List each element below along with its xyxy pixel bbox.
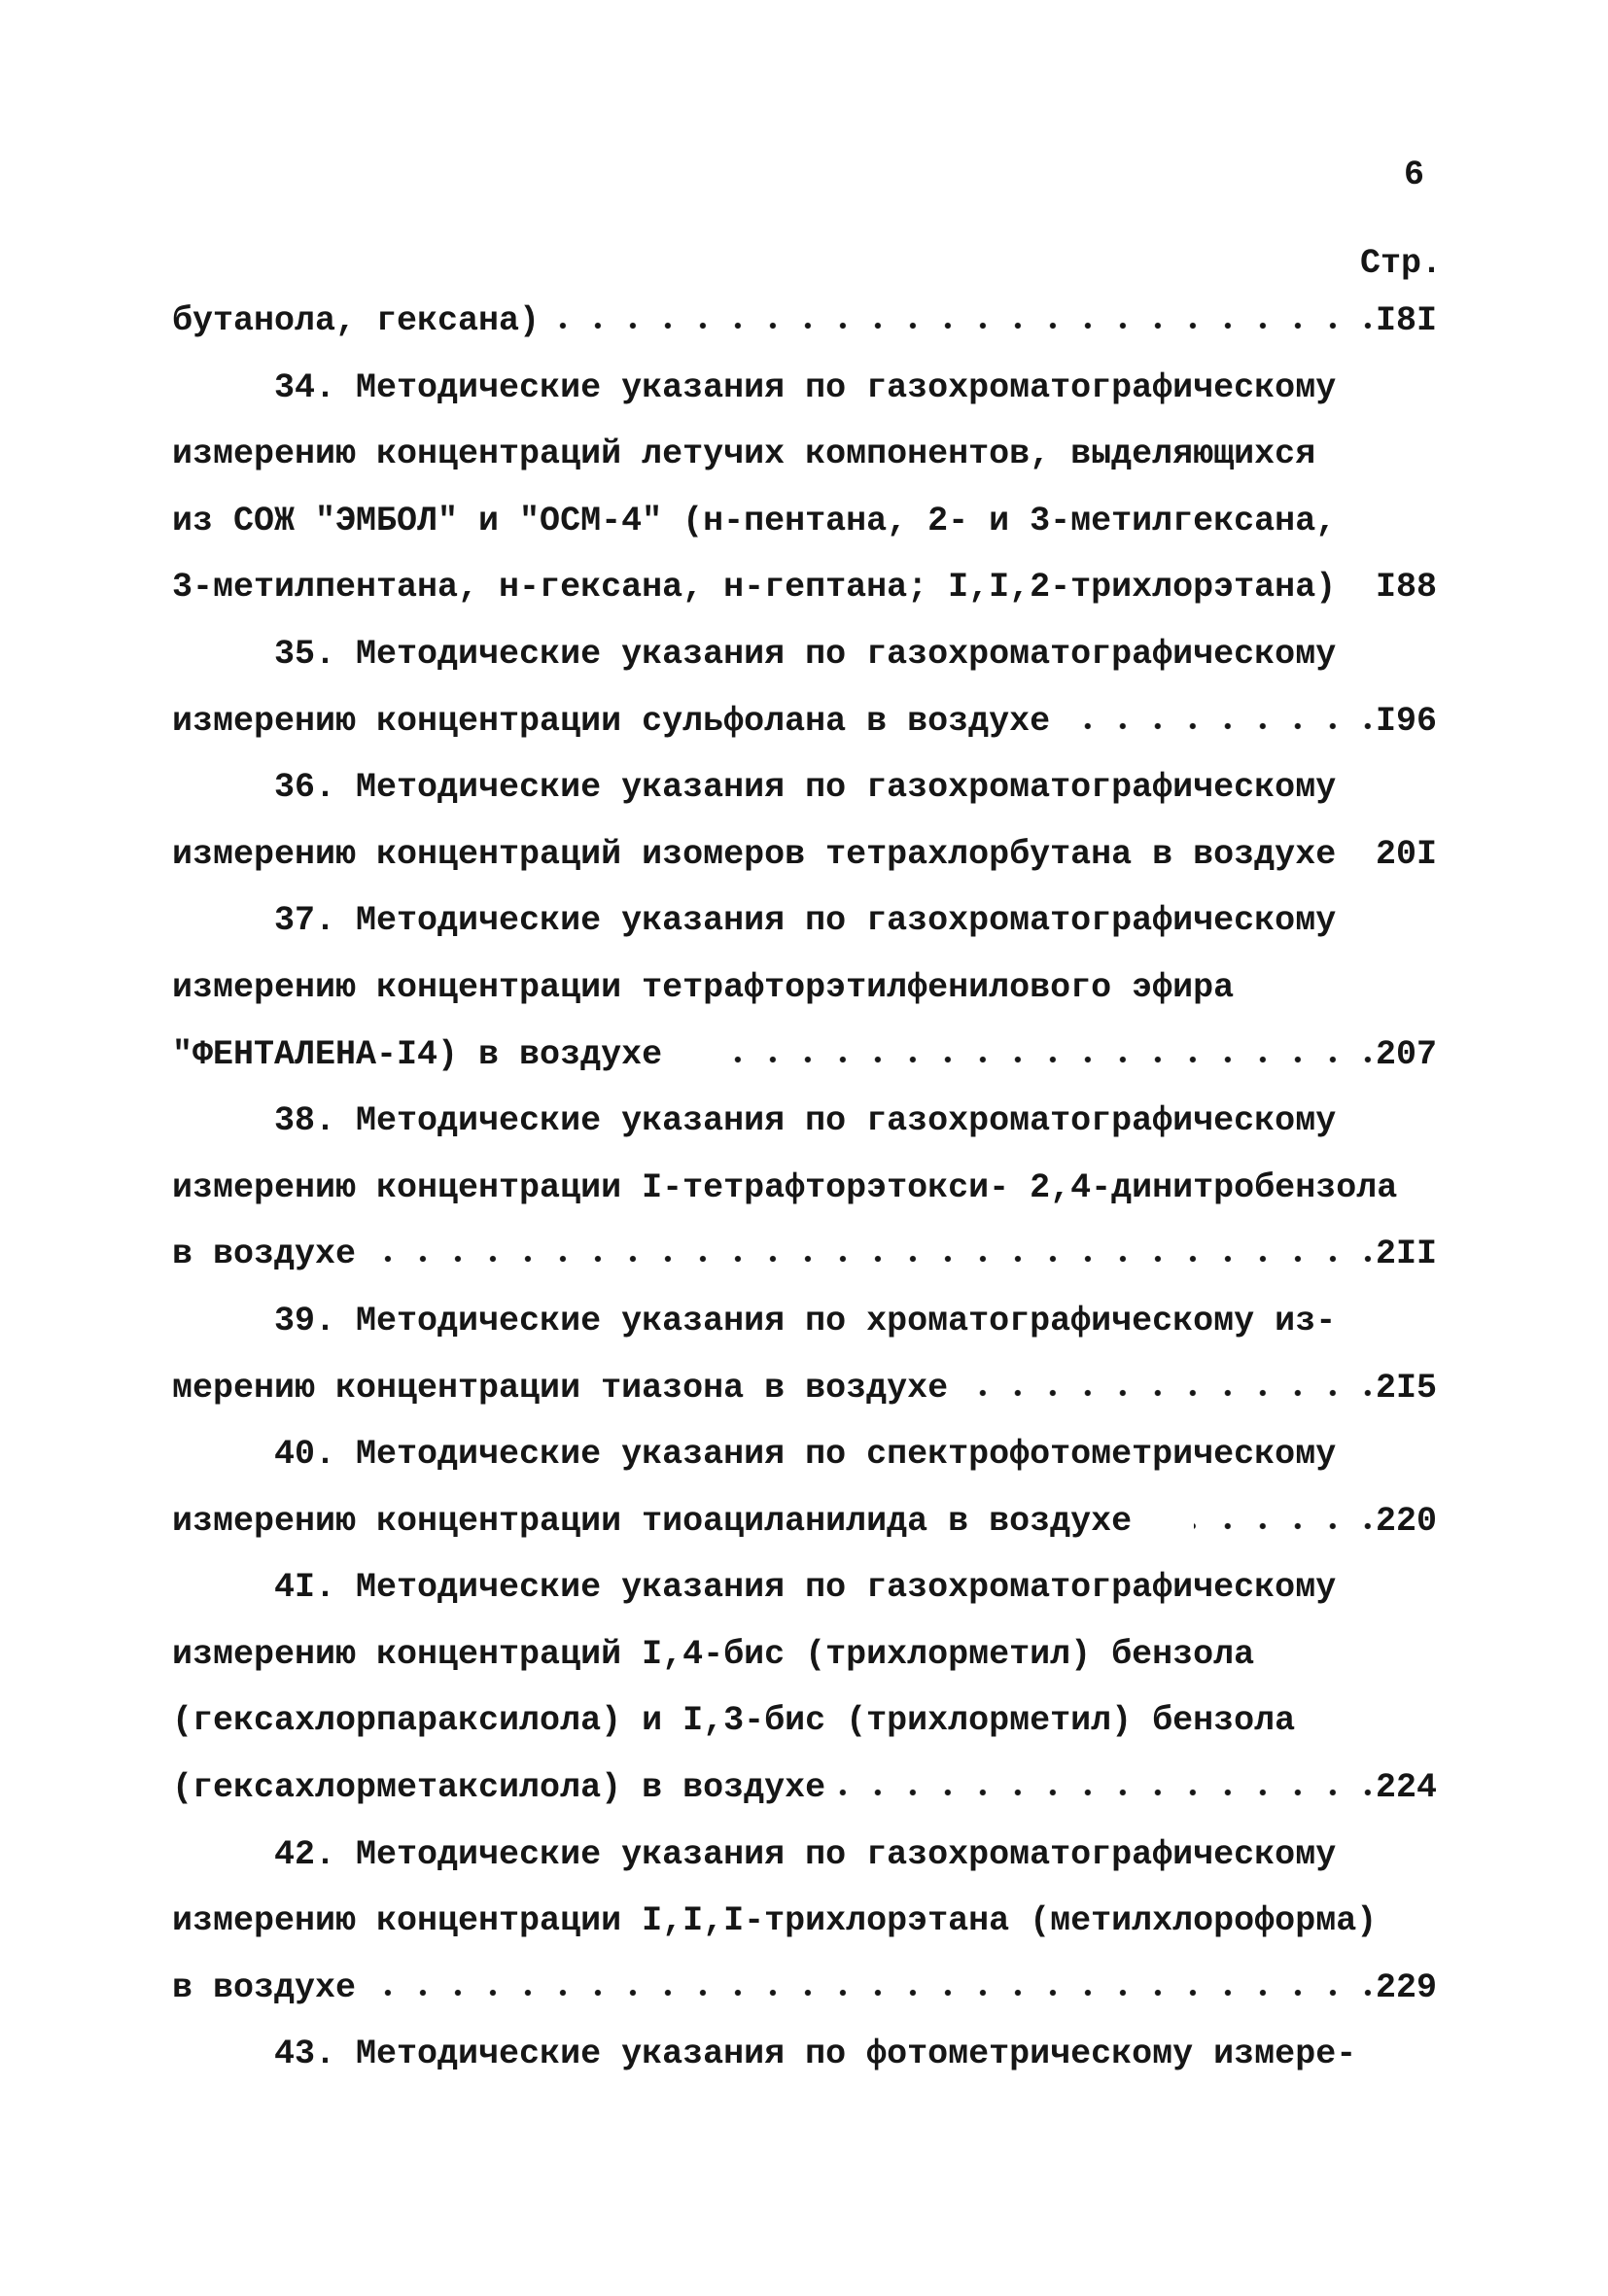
dot-leader	[369, 1989, 1374, 1997]
toc-line-text: 3-метилпентана, н-гексана, н-гептана; I,I,2-трихлорэтана)	[172, 568, 1337, 608]
toc-entry-38	[172, 1088, 1437, 1288]
toc-entry-title: Методические указания по газохроматографическому	[356, 901, 1337, 941]
toc-line	[172, 1888, 1437, 1955]
toc-line	[172, 1554, 1437, 1621]
toc-entry-number: 36.	[274, 768, 336, 808]
toc-line	[172, 1288, 1437, 1355]
toc-line-text: измерению концентраций I,4-бис (трихлорметил) бензола	[172, 1634, 1255, 1674]
toc-entry-title: Методические указания по газохроматографическому	[356, 1834, 1337, 1874]
toc-line-text: бутанола, гексана)	[172, 301, 541, 340]
toc-page-ref: 229	[1375, 1967, 1437, 2007]
toc-line	[172, 355, 1437, 422]
toc-line-text	[274, 1822, 1336, 1889]
toc-line-text	[274, 754, 1336, 821]
toc-line	[172, 288, 1437, 355]
dot-leader	[1349, 588, 1374, 596]
toc-entry-number: 43.	[274, 2035, 336, 2074]
toc-line-text	[274, 1288, 1336, 1355]
toc-line-text: "ФЕНТАЛЕНА-I4) в воздухе	[172, 1034, 663, 1074]
toc-entry-39	[172, 1288, 1437, 1421]
toc-line	[172, 488, 1437, 555]
dot-leader	[1064, 722, 1374, 730]
toc-line-text: измерению концентрации тиоациланилида в воздухе	[172, 1501, 1133, 1541]
toc-entry-number: 37.	[274, 901, 336, 941]
toc-entry-number: 4I.	[274, 1568, 336, 1608]
toc-page-ref: I8I	[1375, 301, 1437, 340]
page-column-header: Стр.	[1359, 244, 1442, 283]
toc-line-text: из СОЖ "ЭМБОЛ" и "ОСМ-4" (н-пентана, 2- и 3-метилгексана,	[172, 501, 1337, 540]
toc-line-text: измерению концентрации сульфолана в воздухе	[172, 701, 1051, 741]
toc-page-ref: I96	[1375, 701, 1437, 741]
toc-line	[172, 1088, 1437, 1155]
toc-line-text: измерению концентраций изомеров тетрахлорбутана в воздухе	[172, 834, 1337, 874]
toc-entry-number: 42.	[274, 1834, 336, 1874]
toc-line	[172, 887, 1437, 955]
toc-line-text	[274, 887, 1336, 955]
toc-line-text: измерению концентрации I-тетрафторэтокси- 2,4-динитробензола	[172, 1167, 1398, 1207]
toc-line	[172, 1755, 1437, 1822]
toc-line-text: в воздухе	[172, 1967, 357, 2007]
toc-entry-number: 35.	[274, 634, 336, 674]
toc-page-ref: 2II	[1375, 1235, 1437, 1274]
toc-page-ref: 224	[1375, 1768, 1437, 1808]
toc-line	[172, 1488, 1437, 1555]
toc-line-text: измерению концентрации тетрафторэтилфенилового эфира	[172, 967, 1235, 1007]
toc-entry-title: Методические указания по спектрофотометрическому	[356, 1435, 1337, 1475]
page-number: 6	[1403, 156, 1424, 194]
toc-entry-42	[172, 1822, 1437, 2022]
toc-entry-40	[172, 1421, 1437, 1554]
toc-line	[172, 554, 1437, 621]
toc-entry-number: 39.	[274, 1301, 336, 1340]
toc-line-text	[274, 1554, 1336, 1621]
toc-line	[172, 1155, 1437, 1222]
toc-line	[172, 821, 1437, 888]
toc-line-text	[274, 2021, 1356, 2088]
toc-line	[172, 1955, 1437, 2022]
toc-entry-continued	[172, 288, 1437, 355]
toc-line	[172, 1822, 1437, 1889]
toc-entry-title: Методические указания по фотометрическому измере-	[356, 2035, 1357, 2074]
toc-line	[172, 1621, 1437, 1688]
toc-line	[172, 688, 1437, 755]
toc-page-ref: 207	[1375, 1034, 1437, 1074]
toc-entry-title: Методические указания по газохроматографическому	[356, 1568, 1337, 1608]
toc-page-ref: I88	[1375, 568, 1437, 608]
dot-leader	[369, 1255, 1374, 1263]
toc-line-text: (гексахлорметаксилола) в воздухе	[172, 1768, 826, 1808]
toc-page-ref: 20I	[1375, 834, 1437, 874]
toc-line-text: в воздухе	[172, 1235, 357, 1274]
toc-page-ref: 220	[1375, 1501, 1437, 1541]
toc-entry-title: Методические указания по газохроматографическому	[356, 367, 1337, 407]
toc-line-text: (гексахлорпараксилола) и I,3-бис (трихлорметил) бензола	[172, 1701, 1296, 1741]
dot-leader	[839, 1789, 1374, 1796]
dot-leader	[724, 1056, 1374, 1063]
toc-line-text	[274, 355, 1336, 422]
toc-entry-43	[172, 2021, 1437, 2088]
toc-line	[172, 1355, 1437, 1422]
toc-line	[172, 421, 1437, 488]
toc-line	[172, 1022, 1437, 1089]
toc-line	[172, 2021, 1437, 2088]
toc-line-text	[274, 1421, 1336, 1488]
toc-entry-41	[172, 1554, 1437, 1821]
table-of-contents	[172, 288, 1437, 2088]
toc-line	[172, 955, 1437, 1022]
toc-line	[172, 1421, 1437, 1488]
toc-entry-number: 38.	[274, 1101, 336, 1141]
toc-entry-number: 40.	[274, 1435, 336, 1475]
dot-leader	[961, 1389, 1374, 1397]
toc-entry-35	[172, 621, 1437, 754]
toc-entry-title: Методические указания по газохроматографическому	[356, 634, 1337, 674]
toc-entry-34	[172, 355, 1437, 621]
toc-entry-36	[172, 754, 1437, 887]
toc-entry-number: 34.	[274, 367, 336, 407]
toc-line-text: измерению концентрации I,I,I-трихлорэтана (метилхлороформа)	[172, 1901, 1378, 1941]
dot-leader	[1194, 1522, 1374, 1530]
toc-line-text	[274, 621, 1336, 688]
toc-line	[172, 1221, 1437, 1288]
toc-entry-title: Методические указания по газохроматографическому	[356, 1101, 1337, 1141]
toc-line-text	[274, 1088, 1336, 1155]
toc-line-text: измерению концентраций летучих компонентов, выделяющихся	[172, 435, 1316, 474]
toc-line	[172, 754, 1437, 821]
dot-leader	[1349, 855, 1374, 863]
toc-line	[172, 621, 1437, 688]
toc-entry-37	[172, 887, 1437, 1088]
dot-leader	[553, 322, 1374, 330]
toc-entry-title: Методические указания по хроматографическому из-	[356, 1301, 1337, 1340]
toc-page-ref: 2I5	[1375, 1368, 1437, 1408]
toc-line-text: мерению концентрации тиазона в воздухе	[172, 1368, 949, 1408]
toc-line	[172, 1687, 1437, 1755]
toc-entry-title: Методические указания по газохроматографическому	[356, 768, 1337, 808]
